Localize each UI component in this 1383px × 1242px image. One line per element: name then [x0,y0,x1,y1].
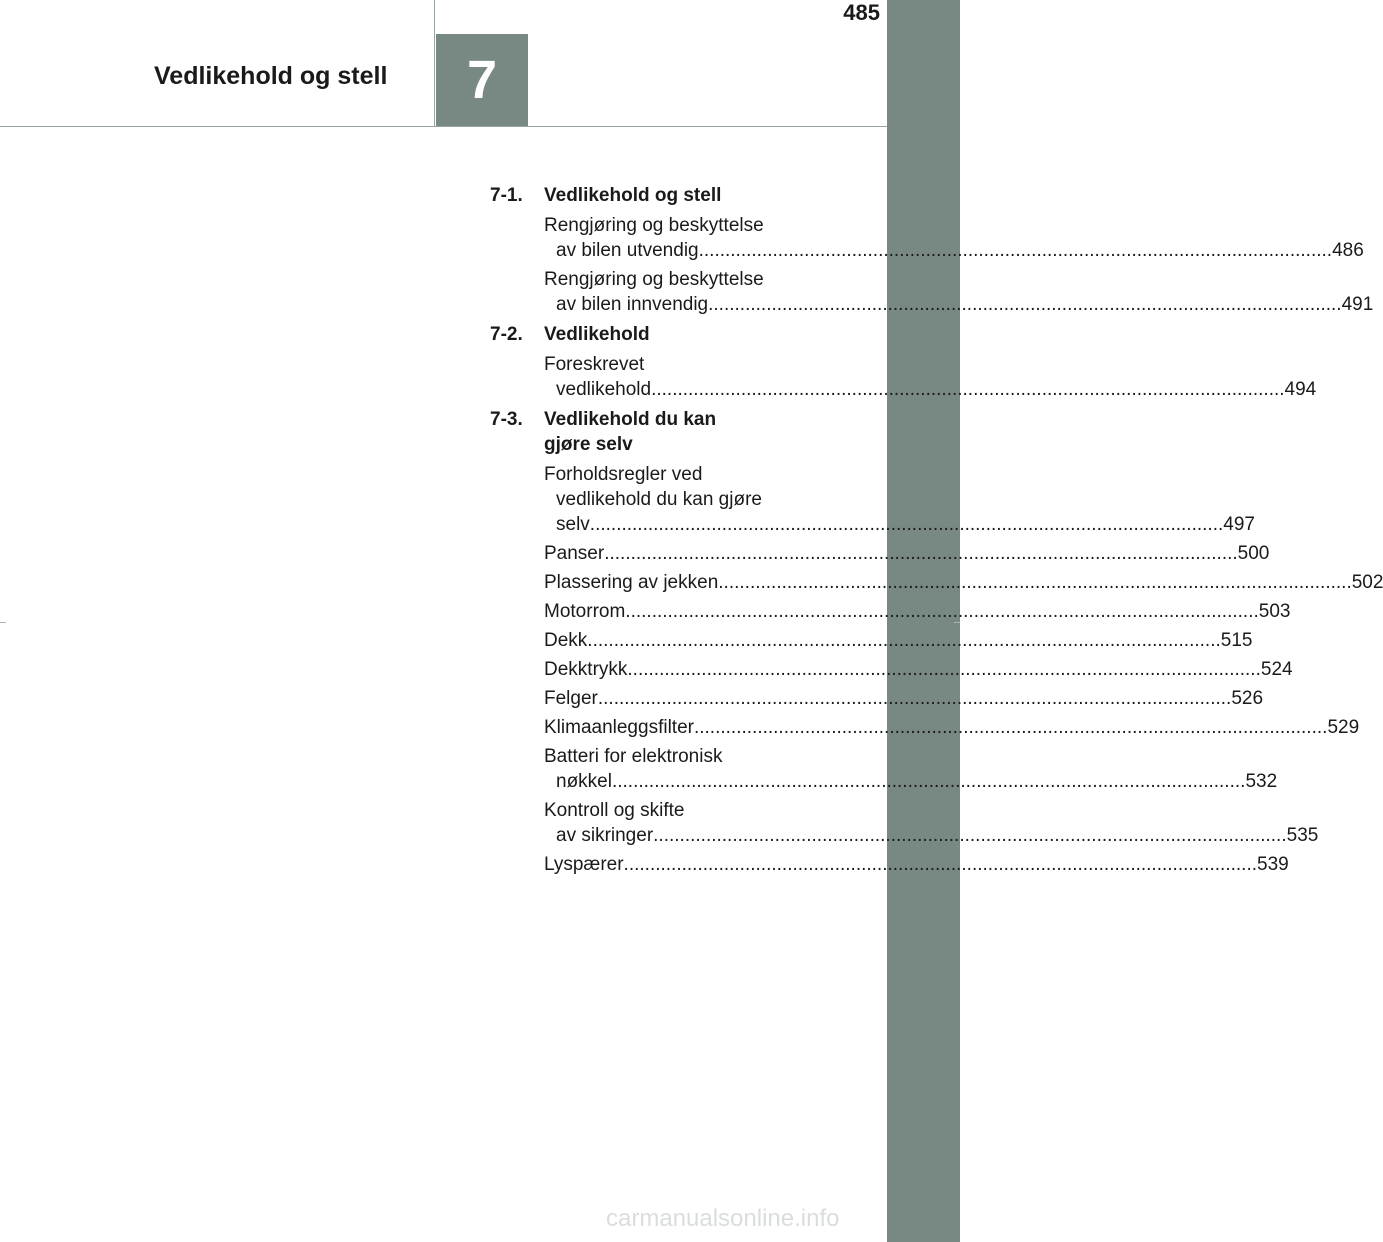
toc-entry[interactable] [544,267,1374,317]
toc-entry[interactable] [544,686,1264,711]
toc-entry[interactable] [544,462,1255,537]
toc-leader-dots: ........................................................................................................................ [627,659,1261,680]
toc-entry-row [544,852,1289,877]
toc-entry-row [556,238,1364,263]
toc-entry[interactable] [544,852,1289,877]
toc-entry-row [544,657,1293,682]
toc-page-number: 497 [1223,514,1255,535]
toc-entry[interactable] [544,657,1293,682]
toc-leader-dots: ........................................................................................................................ [718,572,1352,593]
toc-entry-label: Klimaanleggsfilter [544,717,694,738]
toc-section [490,407,1383,877]
toc-leader-dots: ........................................................................................................................ [604,543,1238,564]
toc-entry-line: vedlikehold du kan gjøre [556,489,762,510]
watermark: carmanualsonline.info [606,1205,840,1232]
toc-section [490,322,1317,402]
toc-page-number: 532 [1245,771,1278,792]
toc-leader-dots: ........................................................................................................................ [653,825,1287,846]
toc-entry-row [556,512,1255,537]
toc-entry[interactable] [544,599,1291,624]
toc-entry[interactable] [544,628,1253,653]
toc-entry-row [556,377,1317,402]
toc-entry[interactable] [544,541,1270,566]
toc-entry[interactable] [544,798,1319,848]
toc-leader-dots: ........................................................................................................................ [651,379,1285,400]
toc-entry[interactable] [544,352,1317,402]
toc-leader-dots: ........................................................................................................................ [611,771,1246,792]
chapter-title: Vedlikehold og stell [154,62,388,90]
toc-entry-label: vedlikehold [556,379,652,400]
toc-leader-dots: ........................................................................................................................ [597,688,1232,709]
toc-entry[interactable] [544,715,1360,740]
toc-section-title-line: gjøre selv [544,434,633,455]
header-vertical-divider [434,0,435,126]
toc-entry[interactable] [544,744,1278,794]
toc-entry-label: Felger [544,688,598,709]
toc-entry-label: Dekk [544,630,588,651]
toc-section-number: 7-2. [490,324,523,345]
toc-page-number: 529 [1327,717,1360,738]
toc-entry-label: av bilen utvendig [556,240,699,261]
toc-entry-line: Foreskrevet [544,354,645,375]
toc-leader-dots: ........................................................................................................................ [587,630,1221,651]
toc-page-number: 503 [1258,601,1291,622]
toc-leader-dots: ........................................................................................................................ [698,240,1333,261]
toc-entry-label: Motorrom [544,601,626,622]
toc-entry-label: Dekktrykk [544,659,628,680]
toc-leader-dots: ........................................................................................................................ [589,514,1224,535]
header-divider [0,126,887,127]
toc-page-number: 486 [1332,240,1364,261]
toc-entry-row [556,292,1374,317]
toc-entry-row [544,599,1291,624]
toc-entry-row [544,715,1360,740]
toc-section-title-line: Vedlikehold og stell [544,185,722,206]
toc-page-number: 500 [1237,543,1270,564]
toc-entry-label: nøkkel [556,771,612,792]
toc-entry-label: selv [556,514,590,535]
toc-entry-label: av bilen innvendig [556,294,709,315]
toc-section-number: 7-1. [490,185,523,206]
toc-section-heading[interactable] [490,407,828,457]
toc-section-title [544,407,828,457]
page-number: 485 [843,0,880,25]
toc-page-number: 526 [1231,688,1264,709]
toc-section-heading[interactable] [490,183,828,208]
toc-entry-line: Rengjøring og beskyttelse [544,215,764,236]
toc-page-number: 524 [1260,659,1293,680]
toc-entry-label: av sikringer [556,825,654,846]
toc-entry-line: Batteri for elektronisk [544,746,723,767]
toc-section [490,183,1374,317]
toc-page-number: 491 [1341,294,1374,315]
chapter-number-box: 7 [436,34,528,126]
toc-section-title-line: Vedlikehold [544,324,650,345]
toc-section-heading[interactable] [490,322,828,347]
toc-entry[interactable] [544,213,1364,263]
toc-entry[interactable] [544,570,1383,595]
toc-section-title [544,322,828,347]
toc-leader-dots: ........................................................................................................................ [623,854,1258,875]
toc-entry-row [544,570,1383,595]
toc-entry-line: Forholdsregler ved [544,464,703,485]
toc-entry-row [544,686,1264,711]
toc-entry-row [556,769,1278,794]
toc-entry-label: Lyspærer [544,854,624,875]
toc-entry-row [544,628,1253,653]
table-of-contents [490,183,1383,882]
toc-page-number: 535 [1286,825,1319,846]
toc-page-number: 539 [1257,854,1289,875]
toc-entry-row [556,823,1319,848]
toc-leader-dots: ........................................................................................................................ [708,294,1342,315]
toc-entry-row [544,541,1270,566]
toc-entry-line: Rengjøring og beskyttelse [544,269,764,290]
toc-section-title-line: Vedlikehold du kan [544,409,717,430]
toc-page-number: 515 [1220,630,1253,651]
toc-page-number: 502 [1351,572,1383,593]
crop-mark-left [0,622,6,623]
toc-leader-dots: ........................................................................................................................ [625,601,1259,622]
toc-entry-label: Panser [544,543,605,564]
toc-entry-line: Kontroll og skifte [544,800,685,821]
toc-section-title [544,183,828,208]
toc-entry-label: Plassering av jekken [544,572,719,593]
toc-section-number: 7-3. [490,409,523,430]
toc-leader-dots: ........................................................................................................................ [693,717,1328,738]
toc-page-number: 494 [1284,379,1317,400]
